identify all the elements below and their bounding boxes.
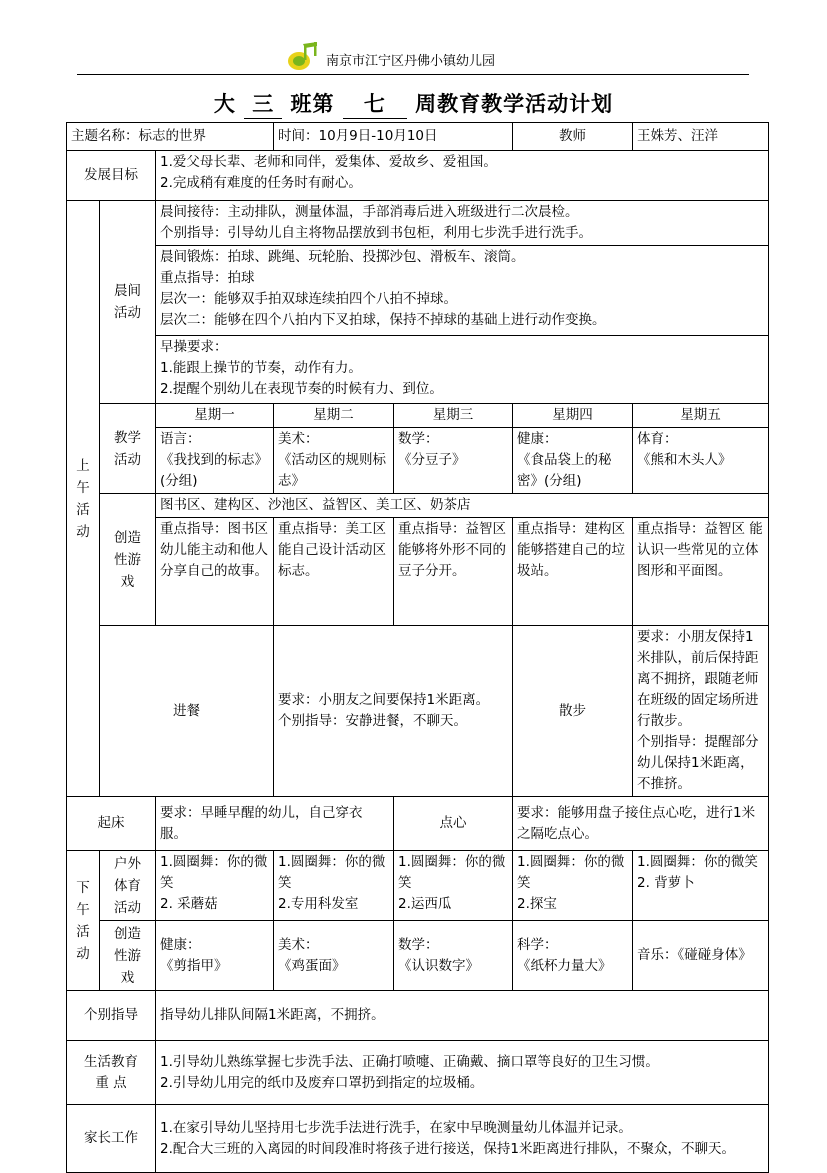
weekday-header-row	[67, 404, 769, 428]
activity-plan-table	[66, 122, 769, 1173]
meal-content: 要求：小朋友之间要保持1米距离。 个别指导：安静进餐，不聊天。	[274, 626, 513, 797]
weekday-fri: 星期五	[633, 404, 769, 428]
exercise-line: 晨间锻炼：拍球、跳绳、玩轮胎、投掷沙包、滑板车、滚筒。	[160, 249, 525, 265]
afternoon-outdoor-row	[67, 851, 769, 921]
snack-content: 要求：能够用盘子接住点心吃，进行1米之隔吃点心。	[513, 797, 769, 851]
header-divider	[77, 74, 749, 75]
wakeup-content: 要求：早睡早醒的幼儿，自己穿衣服。	[156, 797, 394, 851]
creative-areas: 图书区、建构区、沙池区、益智区、美工区、奶茶店	[156, 494, 769, 518]
morning-drill	[156, 336, 769, 404]
creative-thu: 重点指导：建构区 能够搭建自己的垃圾站。	[513, 518, 633, 626]
meal-row	[67, 626, 769, 797]
outdoor-wed: 1.圆圈舞：你的微笑 2.运西瓜	[394, 851, 513, 921]
goal-item: 1.爱父母长辈、老师和同伴，爱集体、爱故乡、爱祖国。	[160, 154, 497, 170]
title-week-number: 七	[343, 88, 407, 119]
teaching-fri: 体育： 《熊和木头人》	[633, 428, 769, 494]
meal-label: 进餐	[100, 626, 274, 797]
time-cell: 时间：10月9日-10月10日	[274, 123, 513, 151]
wakeup-row	[67, 797, 769, 851]
morning-reception-row	[67, 201, 769, 246]
life-label: 生活教育重 点	[67, 1041, 156, 1105]
afternoon-creative-thu: 科学： 《纸杯力量大》	[513, 921, 633, 991]
outdoor-label: 户外体育活动	[100, 851, 156, 921]
info-row	[67, 123, 769, 151]
weekday-wed: 星期三	[394, 404, 513, 428]
individual-row	[67, 991, 769, 1041]
creative-mon: 重点指导：图书区 幼儿能主动和他人分享自己的故事。	[156, 518, 274, 626]
parents-row	[67, 1105, 769, 1173]
exercise-line: 层次一：能够双手拍双球连续拍四个八拍不掉球。	[160, 291, 457, 307]
morning-exercise-row	[67, 246, 769, 336]
teaching-label: 教学活动	[100, 404, 156, 494]
goal-item: 2.完成稍有难度的任务时有耐心。	[160, 175, 362, 191]
drill-line: 2.提醒个别幼儿在表现节奏的时候有力、到位。	[160, 381, 443, 397]
creative-areas-row	[67, 494, 769, 518]
reception-line: 晨间接待：主动排队，测量体温，手部消毒后进入班级进行二次晨检。	[160, 204, 579, 220]
afternoon-creative-row	[67, 921, 769, 991]
morning-reception	[156, 201, 769, 246]
exercise-line: 层次二：能够在四个八拍内下叉拍球，保持不掉球的基础上进行动作变换。	[160, 312, 606, 328]
afternoon-section-label: 下午活动	[67, 851, 100, 991]
page-header	[0, 36, 827, 76]
life-content: 1.引导幼儿熟练掌握七步洗手法、正确打喷嚏、正确戴、摘口罩等良好的卫生习惯。 2.引导幼儿用完的纸巾及废弃口罩扔到指定的垃圾桶。	[156, 1041, 769, 1105]
goals-label: 发展目标	[67, 151, 156, 201]
drill-line: 1.能跟上操节的节奏，动作有力。	[160, 360, 362, 376]
creative-tue: 重点指导：美工区 能自己设计活动区标志。	[274, 518, 394, 626]
drill-line: 早操要求：	[160, 339, 228, 355]
morning-activity-label: 晨间活动	[100, 201, 156, 404]
walk-content: 要求：小朋友保持1米排队，前后保持距离不拥挤，跟随老师在班级的固定场所进行散步。 个别指导：提醒部分幼儿保持1米距离，不推挤。	[633, 626, 769, 797]
afternoon-creative-mon: 健康： 《剪指甲》	[156, 921, 274, 991]
afternoon-creative-wed: 数学： 《认识数字》	[394, 921, 513, 991]
teaching-row	[67, 428, 769, 494]
wakeup-label: 起床	[67, 797, 156, 851]
creative-morning-label: 创造性游戏	[100, 494, 156, 626]
title-class-number: 三	[244, 88, 282, 119]
teaching-wed: 数学： 《分豆子》	[394, 428, 513, 494]
teacher-names: 王姝芳、汪洋	[633, 123, 769, 151]
individual-label: 个别指导	[67, 991, 156, 1041]
exercise-line: 重点指导：拍球	[160, 270, 255, 286]
morning-section-label: 上午活动	[67, 201, 100, 797]
kindergarten-logo-icon	[287, 40, 321, 72]
morning-exercise	[156, 246, 769, 336]
creative-morning-row	[67, 518, 769, 626]
teaching-thu: 健康： 《食品袋上的秘密》(分组)	[513, 428, 633, 494]
teaching-mon: 语言： 《我找到的标志》(分组)	[156, 428, 274, 494]
reception-line: 个别指导：引导幼儿自主将物品摆放到书包柜，利用七步洗手进行洗手。	[160, 225, 592, 241]
goals-row	[67, 151, 769, 201]
afternoon-creative-fri: 音乐：《碰碰身体》	[633, 921, 769, 991]
parents-content: 1.在家引导幼儿坚持用七步洗手法进行洗手，在家中早晚测量幼儿体温并记录。 2.配合大三班的入离园的时间段准时将孩子进行接送，保持1米距离进行排队，不聚众，不聊天。	[156, 1105, 769, 1173]
creative-fri: 重点指导：益智区 能认识一些常见的立体图形和平面图。	[633, 518, 769, 626]
goals-content	[156, 151, 769, 201]
morning-drill-row	[67, 336, 769, 404]
afternoon-creative-tue: 美术： 《鸡蛋面》	[274, 921, 394, 991]
individual-content: 指导幼儿排队间隔1米距离，不拥挤。	[156, 991, 769, 1041]
life-row	[67, 1041, 769, 1105]
title-suffix: 周教育教学活动计划	[415, 92, 614, 116]
weekday-thu: 星期四	[513, 404, 633, 428]
walk-label: 散步	[513, 626, 633, 797]
school-name: 南京市江宁区丹佛小镇幼儿园	[326, 54, 496, 69]
title-mid: 班第	[290, 92, 335, 116]
outdoor-mon: 1.圆圈舞：你的微笑 2. 采蘑菇	[156, 851, 274, 921]
weekday-tue: 星期二	[274, 404, 394, 428]
page-title	[0, 88, 827, 119]
outdoor-thu: 1.圆圈舞：你的微笑 2.探宝	[513, 851, 633, 921]
snack-label: 点心	[394, 797, 513, 851]
title-prefix: 大	[213, 92, 236, 116]
parents-label: 家长工作	[67, 1105, 156, 1173]
teacher-label: 教师	[513, 123, 633, 151]
outdoor-tue: 1.圆圈舞：你的微笑 2.专用科发室	[274, 851, 394, 921]
outdoor-fri: 1.圆圈舞：你的微笑 2. 背萝卜	[633, 851, 769, 921]
afternoon-creative-label: 创造性游戏	[100, 921, 156, 991]
weekday-mon: 星期一	[156, 404, 274, 428]
theme-cell: 主题名称：标志的世界	[67, 123, 274, 151]
creative-wed: 重点指导：益智区 能够将外形不同的豆子分开。	[394, 518, 513, 626]
teaching-tue: 美术： 《活动区的规则标志》	[274, 428, 394, 494]
